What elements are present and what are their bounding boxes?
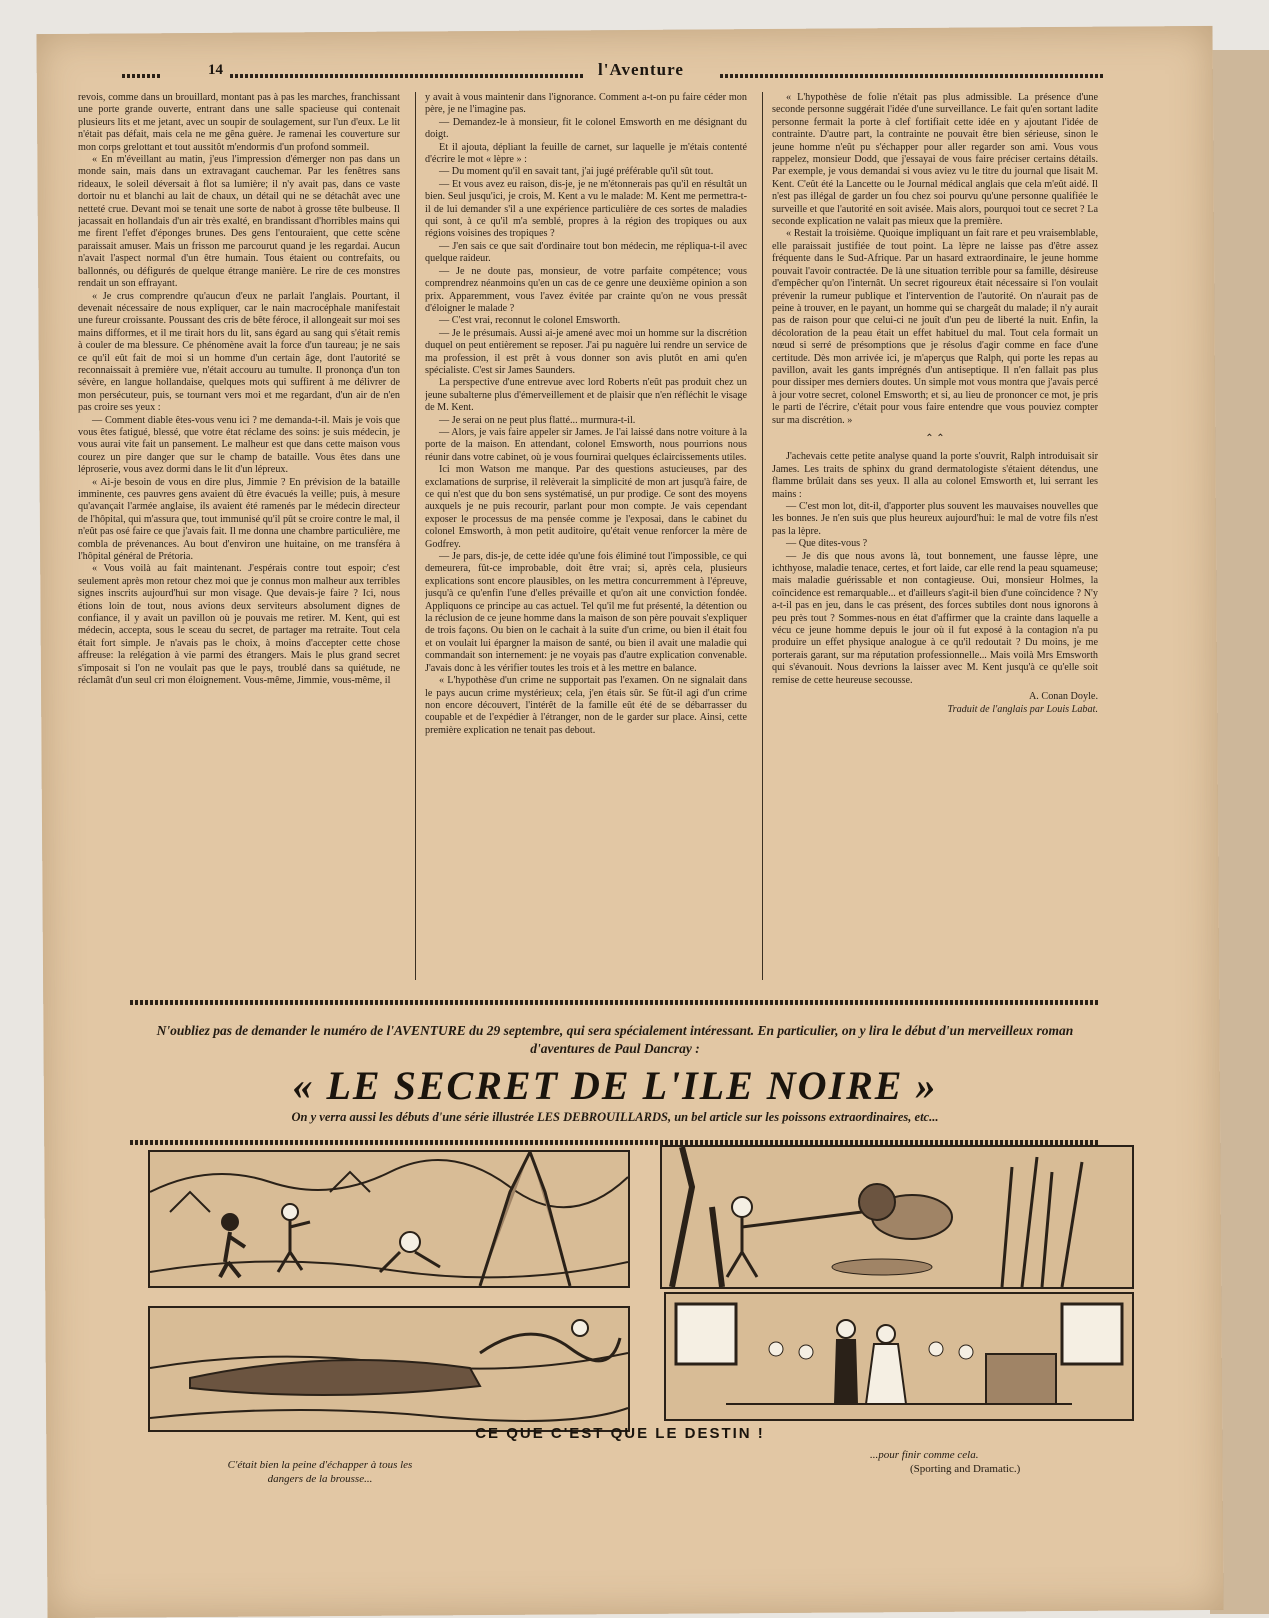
article-column-2 <box>425 92 747 982</box>
header-rule-middle <box>230 74 585 78</box>
announcement-headline: « LE SECRET DE L'ILE NOIRE » <box>292 1063 938 1108</box>
author-signature: A. Conan Doyle. <box>1028 691 1098 703</box>
paragraph: J'achevais cette petite analyse quand la porte s'ouvrit, Ralph introduisait sir James. Les traits de sphinx du grand dermatologiste s'étaient détendus, une flamme brûlait dans ses yeux. Il alla au colonel Emsworth et, lui serrant les mains : <box>772 451 1098 500</box>
paragraph: « En m'éveillant au matin, j'eus l'impression d'émerger non pas dans un monde sain, mais dans un extravagant cauchemar. Par les fenêtres sans rideaux, le soleil déversait à flot sa lumière; il n'y avait pas, dans ce vaste dortoir nu et blanchi au lait de chaux, un détail qui ne se détachât avec une netteté crue. Devant moi se tenait une sorte de nabot à grosse tête bulbeuse. Il jacassait en hollandais d'un air très exalté, en brandissant d'horribles mains qui me firent l'effet d'éponges brunes. Des gens l'entouraient, que cette scène paraissait amuser. Mais un frisson me parcourut quand je les regardai. Aucun n'avait l'aspect normal d'un être humain. Tous étaient ou contrefaits, ou ballonnés, ou défigurés de quelque étrange manière. Le rire de ces monstres rendait un son effrayant. <box>78 154 400 290</box>
cartoon-source: (Sporting and Dramatic.) <box>910 1463 1021 1475</box>
paragraph: — Je serai on ne peut plus flatté... murmura-t-il. <box>439 414 636 426</box>
paragraph: « L'hypothèse de folie n'était pas plus admissible. La présence d'une seconde personne suggérait l'idée d'une surveillance. Le fait qu'en sortant ladite personne fermait la porte à clef fortifiait cette idée en y ajoutant l'idée de contrainte. D'autre part, la contrainte ne pouvait être bien sérieuse, sinon le jeune homme n'eût pu s'échapper pour aller regarder son ami. Vous vous rappelez, monsieur Dodd, que j'essayai de vous faire préciser certains détails. Par exemple, je vous demandai si vous aviez vu le titre du journal que lisait M. Kent. C'eût été la Lancette ou le Journal médical anglais que cela m'eût aidé. Il n'est pas illégal de garder un fou chez soi pourvu qu'une personne qualifiée le surveille et que l'autorité en soit avisée. Mais alors, pourquoi tout ce secret ? La seconde explication ne valait pas mieux que la première. <box>772 92 1098 228</box>
announcement-border-top <box>130 1000 1100 1005</box>
paragraph: y avait à vous maintenir dans l'ignorance. Comment a-t-on pu faire céder mon père, je ne l'imagine pas. <box>425 92 747 116</box>
article-columns <box>78 92 1103 982</box>
paragraph: — Alors, je vais faire appeler sir James. Je l'ai laissé dans notre voiture à la porte de la maison. En attendant, colonel Emsworth, nous pourrions nous réunir dans votre cabinet, où je vous fournirai quelques éclaircissements utiles. <box>425 426 747 463</box>
paragraph: — Je ne doute pas, monsieur, de votre parfaite compétence; vous comprendrez néanmoins qu'en un cas de ce genre une deuxième opinion a son prix. Apparemment, vous l'avez évitée par crainte qu'on ne vous pressât d'éloigner le malade ? <box>425 265 747 314</box>
paragraph: — Du moment qu'il en savait tant, j'ai jugé préférable qu'il sût tout. <box>439 166 714 178</box>
cartoon-caption-right <box>870 1448 1070 1476</box>
cartoon-panel-river-crocodile <box>148 1306 630 1432</box>
translator-credit: Traduit de l'anglais par Louis Labat. <box>947 703 1098 715</box>
paragraph: — Je pars, dis-je, de cette idée qu'une fois éliminé tout l'impossible, ce qui demeurera, fût-ce improbable, doit être vrai; si, après cela, plusieurs explications sont encore plausibles, on les mettra concurremment à l'épreuve, jusqu'à ce qu'enfin l'une d'elles prévaille et qu'on ait une conviction fondée. Appliquons ce principe au cas actuel. Tel qu'il me fut présenté, la détention ou la réclusion de ce jeune homme dans la maison de son père pouvait s'expliquer de trois façons. Ou bien on le cachait à la suite d'un crime, ou bien il était fou et on voulait lui épargner la maison de santé, ou bien il avait une maladie qui commandait son internement: je ne voyais pas d'autre explication convenable. J'avais donc à les vérifier toutes les trois et à les mettre en balance. <box>425 551 747 674</box>
cartoon-title: CE QUE C'EST QUE LE DESTIN ! <box>475 1425 765 1442</box>
cartoon-panel-wedding <box>664 1292 1134 1421</box>
paragraph: — Demandez-le à monsieur, fit le colonel Emsworth en me désignant du doigt. <box>425 116 747 141</box>
paragraph: — Que dites-vous ? <box>786 538 868 550</box>
magazine-title: l'Aventure <box>598 60 684 79</box>
paragraph: La perspective d'une entrevue avec lord Roberts n'eût pas produit chez un jeune subalterne plus d'émerveillement et de plaisir que n'en réfléchit le visage de M. Kent. <box>425 377 747 414</box>
page-header <box>78 60 1100 88</box>
paragraph: — C'est mon lot, dit-il, d'apporter plus souvent les mauvaises nouvelles que les bonnes. Je n'en suis que plus heureux aujourd'hui: le mal de votre fils n'est pas la lèpre. <box>772 501 1098 537</box>
paragraph: — Et vous avez eu raison, dis-je, je ne m'étonnerais pas qu'il en résultât un bien. Seul jusqu'ici, je crois, M. Kent a vu le malade: M. Kent me permettra-t-il de lui demander s'il a une expérience particulière de ces sortes de maladies qui sont, à ce qu'il m'a semblé, propres à la région des tropiques ou aux régions voisines des tropiques ? <box>425 178 747 240</box>
cartoon-panel-lion-hunt <box>660 1145 1134 1289</box>
lion-hunt-illustration <box>662 1147 1132 1287</box>
paragraph: — C'est vrai, reconnut le colonel Emsworth. <box>439 315 621 327</box>
paragraph: — Comment diable êtes-vous venu ici ? me demanda-t-il. Mais je vois que vous êtes fatigué, blessé, que votre état réclame des soins: je suis médecin, je vous aurai vite fait un pansement. Le malheur est que dans cette maison vous courez un pire danger que sur le champ de bataille. Vous êtes dans une léproserie, vous avez dormi dans le lit d'un lépreux. <box>78 414 400 476</box>
header-rule-left <box>122 74 162 78</box>
paragraph: « Restait la troisième. Quoique impliquant un fait rare et peu vraisemblable, elle paraissait justifiée de tout point. La lèpre ne laisse pas d'être assez fréquente dans le Sud-Afrique. Par un hasard extraordinaire, le jeune homme pouvait l'avoir contractée. De là une situation terrible pour sa famille, désireuse d'empêcher qu'on l'internât. Un secret rigoureux était nécessaire si l'on voulait prévenir la rumeur publique et l'intervention de l'autorité. On n'aurait pas de peine à trouver, en le payant, un homme qui se chargeât du malade; il n'y aurait pas de raison pour que celui-ci ne jouît d'un peu de liberté la nuit. Enfin, la décoloration de la peau était un effet habituel du mal. Tout cela formait un nœud si serré de présomptions que je résolus d'agir comme en face d'une certitude. Dès mon arrivée ici, je m'aperçus que Ralph, qui porte les repas au pavillon, avait les gants imprégnés d'un antiseptique. Il n'en fallait pas plus pour dissiper mes derniers doutes. Un simple mot vous montra que j'avais percé à jour votre secret, colonel Emsworth; et si, au lieu de prononcer ce mot, je pris le parti de l'écrire, c'était pour vous faire entendre que vous pouviez compter sur ma discrétion. » <box>772 228 1098 426</box>
caption-right-text: ...pour finir comme cela. <box>870 1449 979 1461</box>
paragraph: revois, comme dans un brouillard, montant pas à pas les marches, franchissant une porte grande ouverte, entrant dans une salle spacieuse qui contenait plusieurs lits et me jetant, avec un soupir de soulagement, sur l'un d'eux. Le lit n'était pas défait, mais cela ne me gêna guère. Je ramenai les couverture sur mon corps grelottant et tout aussitôt m'endormis d'un profond sommeil. <box>78 92 400 153</box>
paragraph: « Ai-je besoin de vous en dire plus, Jimmie ? En prévision de la bataille imminente, ces pauvres gens avaient dû être évacués la veille; puis, à mesure qu'avançait l'armée anglaise, ils avaient été ramenés par le médecin directeur de l'hôpital, qui m'assura que, tout immunisé qu'il pût se croire contre le mal, il n'eût pas osé faire ce que j'avais fait. Il me donna une chambre particulière, me combla de prévenances. Au bout d'environ une huitaine, on me transféra à l'hôpital général de Prétoria. <box>78 476 400 563</box>
page-number: 14 <box>208 62 223 78</box>
cartoon-caption-left: C'était bien la peine d'échapper à tous les dangers de la brousse... <box>227 1459 413 1485</box>
river-crocodile-illustration <box>150 1308 628 1430</box>
wedding-illustration <box>666 1294 1132 1419</box>
header-rule-right <box>720 74 1105 78</box>
section-ornament: ⌃ ⌃ <box>925 432 945 444</box>
paragraph: Et il ajouta, dépliant la feuille de carnet, sur laquelle je m'étais contenté d'écrire le mot « lèpre » : <box>425 141 747 166</box>
paragraph: — Je dis que nous avons là, tout bonnement, une fausse lèpre, une ichthyose, maladie tenace, certes, et fort laide, car elle rend la peau squameuse; mais maladie guérissable et non contagieuse. Oui, monsieur Holmes, la coïncidence est remarquable... et d'ailleurs s'agit-il bien d'une coïncidence ? N'y a-t-il pas en jeu, dans le cas présent, des forces subtiles dont nous ignorons à peu près tout ? Sommes-nous en état d'affirmer que la crainte dans laquelle a vécu ce jeune homme depuis le jour où il fut exposé à la contagion n'a pu produire un effet physique analogue à ce qu'il redoutait ? Du moins, je me porterais garant, sur ma réputation professionnelle... Mais voilà Mrs Emsworth qui s'évanouit. Nous devrions la laisser avec M. Kent jusqu'à ce qu'elle soit remise de cette heureuse secousse. <box>772 550 1098 686</box>
column-rule <box>762 92 763 980</box>
paragraph: — Je le présumais. Aussi ai-je amené avec moi un homme sur la discrétion duquel on peut entièrement se reposer. J'ai pu naguère lui rendre un service de ma profession, il est prêt à vous donner son avis plutôt en ami qu'en spécialiste. C'est sir James Saunders. <box>425 327 747 376</box>
paragraph: « Vous voilà au fait maintenant. J'espérais contre tout espoir; c'est seulement après mon retour chez moi que je connus mon malheur aux terribles signes inscrits aujourd'hui sur mon visage. Que devais-je faire ? Ici, nous étions loin de tout, nous avions deux serviteurs absolument dignes de confiance, il y avait un pavillon où je pouvais me retirer. M. Kent, qui est médecin, accepta, sous le sceau du secret, de partager ma retraite. Tout cela était fort simple. Je n'avais pas le choix, à moins d'accepter cette chose affreuse: la relégation à vie parmi des étrangers. Mais le plus grand secret s'imposait si l'on ne voulait pas que le pays, troublé dans sa quiétude, ne réclamât d'un seul cri mon éloignement. Vous-même, Jimmie, vous-même, il <box>78 563 400 687</box>
announcement-subline: On y verra aussi les débuts d'une série illustrée LES DEBROUILLARDS, un bel article sur les poissons extraordinaires, etc... <box>291 1110 939 1124</box>
paragraph: — J'en sais ce que sait d'ordinaire tout bon médecin, me répliqua-t-il avec quelque raideur. <box>425 240 747 265</box>
paragraph: Ici mon Watson me manque. Par des questions astucieuses, par des exclamations de surprise, il relèverait la simplicité de mon art jusqu'à faire, de ce qui n'est que du bon sens systématisé, un pur prodige. Ce sont des moyens auxquels je ne puis recourir, parlant pour mon compte. Je vais cependant exposer le processus de ma pensée comme je l'exposai, dans le cabinet du colonel Emsworth, à mon petit auditoire, qu'était venue renforcer la mère de Godfrey. <box>425 464 747 550</box>
announcement-text: N'oubliez pas de demander le numéro de l'AVENTURE du 29 septembre, qui sera spécialement intéressant. En particulier, on y lira le début d'un merveilleux roman d'aventures de Paul Dancray : <box>156 1023 1074 1056</box>
paragraph: « Je crus comprendre qu'aucun d'eux ne parlait l'anglais. Pourtant, il devenait nécessaire de nous expliquer, car le nain macrocéphale manifestait une fureur croissante. Poussant des cris de bête féroce, il allongeait sur moi ses mains difformes, et il me tirait hors du lit, sans égard au sang qui s'était remis à couler de ma blessure. Ce phénomène avait la force d'un taureau; je ne sais ce qu'il eût fait de moi si un homme d'un certain âge, dont l'autorité se reconnaissait à première vue, n'était accouru au tumulte. Il prononça d'un ton sévère, en langue hollandaise, quelques mots qui suffirent à me délivrer de mon persécuteur, puis, se tournant vers moi et me regardant, d'un air de n'en pas croire ses yeux : <box>78 290 400 414</box>
cartoon-panel-jungle-chase <box>148 1150 630 1288</box>
jungle-chase-illustration <box>150 1152 628 1286</box>
article-column-1 <box>78 92 400 982</box>
paragraph: « L'hypothèse d'un crime ne supportait pas l'examen. On ne signalait dans le pays aucun crime mystérieux; cela, j'en étais sûr. Se fût-il agi d'un crime non encore découvert, l'intérêt de la famille eût été de se débarrasser du coupable et de l'expédier à l'étranger, non de le garder sur place. Ainsi, cette première explication ne tenait pas debout. <box>425 675 747 736</box>
column-rule <box>415 92 416 980</box>
article-column-3 <box>772 92 1098 982</box>
